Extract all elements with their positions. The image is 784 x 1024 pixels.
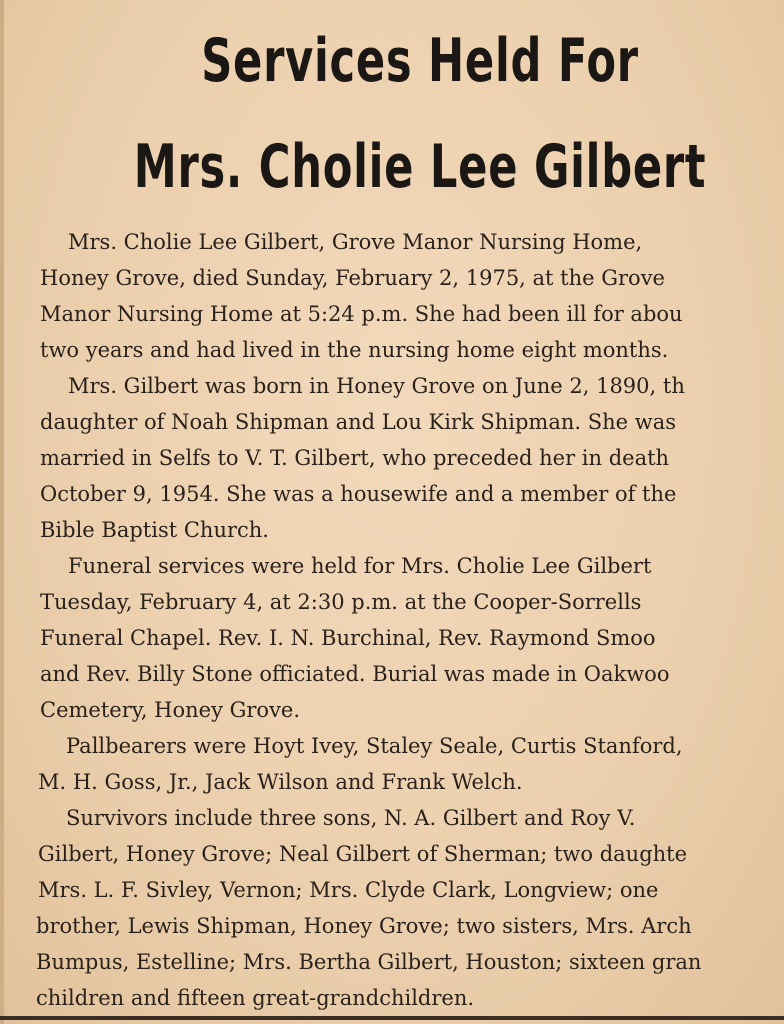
article-line: Funeral services were held for Mrs. Cholie Lee Gilbert	[68, 554, 652, 578]
article-line: Mrs. Cholie Lee Gilbert, Grove Manor Nursing Home,	[68, 230, 643, 254]
article-line: Bible Baptist Church.	[40, 518, 269, 542]
article-line: Mrs. Gilbert was born in Honey Grove on June 2, 1890, th	[68, 374, 685, 398]
article-line: children and fifteen great-grandchildren.	[36, 986, 475, 1010]
article-line: Cemetery, Honey Grove.	[40, 698, 301, 722]
clipping-bottom-rule	[0, 1016, 784, 1020]
article-line: Bumpus, Estelline; Mrs. Bertha Gilbert, Houston; sixteen gran	[36, 950, 702, 974]
article-line: Manor Nursing Home at 5:24 p.m. She had been ill for abou	[40, 302, 683, 326]
article-line: and Rev. Billy Stone officiated. Burial was made in Oakwoo	[40, 662, 670, 686]
article-line: brother, Lewis Shipman, Honey Grove; two sisters, Mrs. Arch	[36, 914, 692, 938]
article-line: daughter of Noah Shipman and Lou Kirk Shipman. She was	[40, 410, 677, 434]
article-line: Survivors include three sons, N. A. Gilbert and Roy V.	[66, 806, 636, 830]
headline-line-2: Mrs. Cholie Lee Gilbert	[133, 132, 707, 202]
article-line: two years and had lived in the nursing home eight months.	[40, 338, 669, 362]
article-line: Funeral Chapel. Rev. I. N. Burchinal, Rev. Raymond Smoo	[40, 626, 656, 650]
article-line: Gilbert, Honey Grove; Neal Gilbert of Sherman; two daughte	[38, 842, 688, 866]
article-line: October 9, 1954. She was a housewife and a member of the	[40, 482, 677, 506]
clipping-left-edge	[0, 0, 4, 1024]
article-line: Tuesday, February 4, at 2:30 p.m. at the Cooper-Sorrells	[40, 590, 642, 614]
article-line: M. H. Goss, Jr., Jack Wilson and Frank Welch.	[38, 770, 523, 794]
article-line: married in Selfs to V. T. Gilbert, who preceded her in death	[40, 446, 670, 470]
headline-line-1: Services Held For	[201, 26, 639, 96]
article-line: Pallbearers were Hoyt Ivey, Staley Seale, Curtis Stanford,	[66, 734, 683, 758]
article-line: Honey Grove, died Sunday, February 2, 1975, at the Grove	[40, 266, 665, 290]
article-line: Mrs. L. F. Sivley, Vernon; Mrs. Clyde Clark, Longview; one	[38, 878, 659, 902]
